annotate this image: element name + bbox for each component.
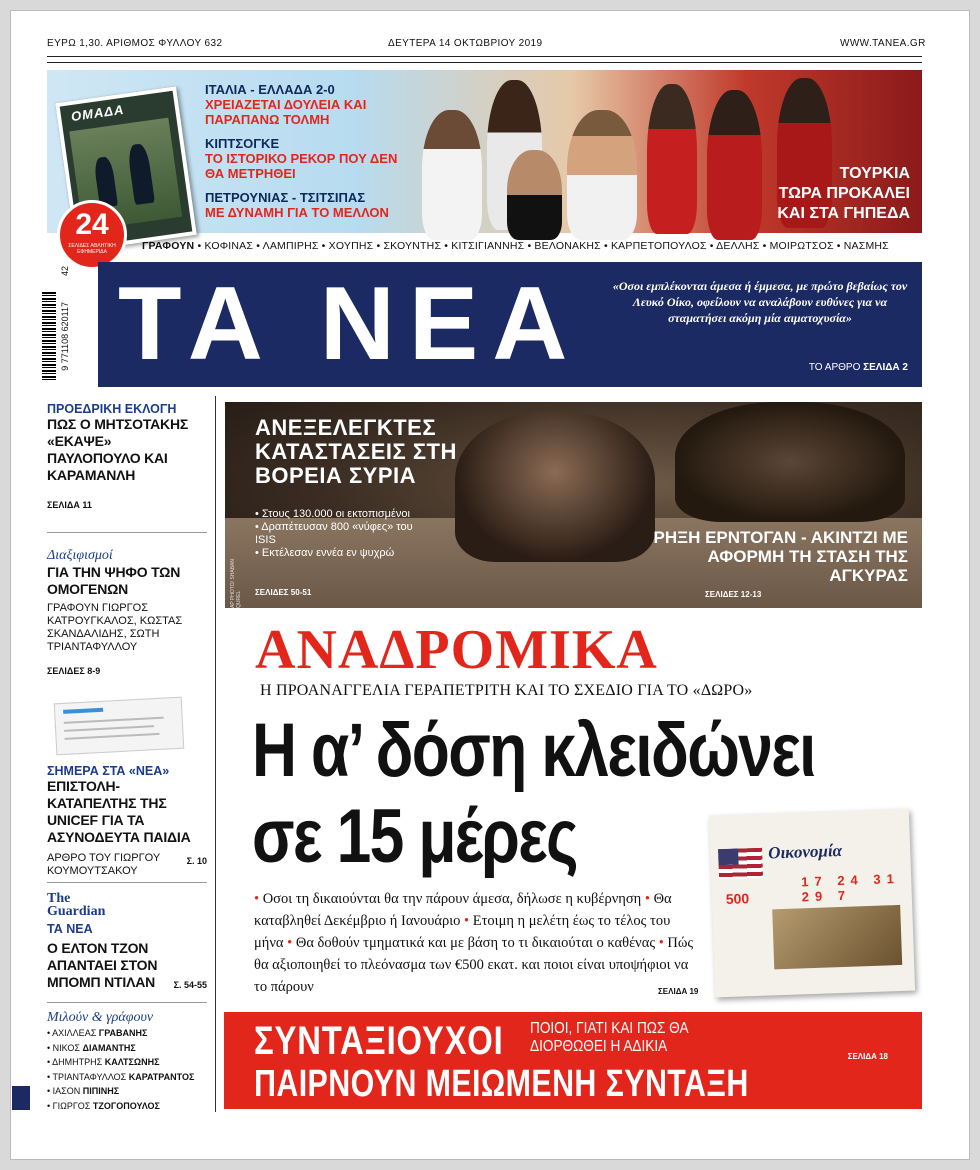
main-kicker: ΑΝΑΔΡΟΜΙΚΑ: [255, 619, 658, 681]
newspaper-logo[interactable]: ΤΑ ΝΕΑ: [118, 266, 582, 382]
photo-credit: AP PHOTO/ SHABAN QUREL: [230, 559, 242, 608]
sidebar-story-guardian[interactable]: [47, 892, 207, 991]
columnist-item[interactable]: • ΔΗΜΗΤΡΗΣ ΚΑΛΤΣΩΝΗΣ: [47, 1057, 160, 1067]
sidebar-headline: ΠΩΣ Ο ΜΗΤΣΟΤΑΚΗΣ «ΕΚΑΨΕ» ΠΑΥΛΟΠΟΥΛΟ ΚΑΙ ΚΑΡΑΜΑΝΛΗ: [47, 416, 189, 483]
main-subkicker: Η ΠΡΟΑΝΑΓΓΕΛΙΑ ΓΕΡΑΠΕΤΡΙΤΗ ΚΑΙ ΤΟ ΣΧΕΔΙΟ ΓΙΑ ΤΟ «ΔΩΡΟ»: [260, 682, 753, 699]
columnist-item[interactable]: • ΙΑΣΟΝ ΠΙΠΙΝΗΣ: [47, 1086, 120, 1096]
syria-bullet: • Δραπέτευσαν 800 «νύφες» του ISIS: [255, 521, 413, 546]
top-rule: [47, 56, 922, 57]
syria-bullet: • Εκτέλεσαν εννέα εν ψυχρώ: [255, 547, 395, 559]
top-rule-2: [47, 62, 922, 63]
badge-number: 24: [75, 208, 109, 241]
sidebar-story-unicef[interactable]: [47, 764, 207, 878]
sidebar-kicker: ΠΡΟΕΔΡΙΚΗ ΕΚΛΟΓΗ: [47, 402, 177, 416]
pension-page: ΣΕΛΙΔΑ 18: [847, 1052, 888, 1061]
athlete-photo: [707, 90, 762, 240]
pension-bottomline: ΠΑΙΡΝΟΥΝ ΜΕΙΩΜΕΝΗ ΣΥΝΤΑΞΗ ΑΠΟ ΛΑΘΟΣ: [254, 1063, 749, 1145]
sidebar-writers: ΓΡΑΦΟΥΝ ΓΙΩΡΓΟΣ ΚΑΤΡΟΥΓΚΑΛΟΣ, ΚΩΣΤΑΣ ΣΚΑΝΔΑΛΙΔΗΣ, ΣΩΤΗ ΤΡΙΑΝΤΑΦΥΛΛΟΥ: [47, 602, 183, 653]
pages-badge: [57, 200, 127, 270]
sports-item-sub: ΧΡΕΙΑΖΕΤΑΙ ΔΟΥΛΕΙΑ ΚΑΙ ΠΑΡΑΠΑΝΩ ΤΟΛΜΗ: [205, 97, 367, 127]
unicef-letter-thumbnail: [54, 697, 185, 756]
athlete-photo: [567, 110, 637, 240]
sidebar-divider-h: [47, 1002, 207, 1003]
columnist-item[interactable]: • ΓΙΩΡΓΟΣ ΤΖΟΓΟΠΟΥΛΟΣ: [47, 1100, 160, 1111]
athlete-photo: [507, 150, 562, 240]
editorial-ref-label: ΤΟ ΑΡΘΡΟ: [808, 362, 861, 373]
corner-mark: [12, 1086, 30, 1110]
clipping-amount: 500: [725, 890, 750, 908]
sidebar-page: ΣΕΛΙΔΕΣ 8-9: [47, 666, 101, 676]
barcode-bars: [42, 292, 56, 382]
sidebar-page: Σ. 10: [186, 856, 207, 866]
syria-bullets: [255, 508, 435, 560]
erdogan-page: ΣΕΛΙΔΕΣ 12-13: [705, 590, 762, 599]
syria-bullet: • Στους 130.000 οι εκτοπισμένοι: [255, 508, 410, 520]
sidebar-divider: [215, 396, 216, 1112]
writers-label: ΓΡΑΦΟΥΝ: [142, 240, 195, 252]
sidebar-columnists[interactable]: [47, 1010, 207, 1113]
main-body: • Οσοι τη δικαιούνται θα την πάρουν άμεσα, δήλωσε η κυβέρνηση • Θα καταβληθεί Δεκέμβριο ή Ιανουάριο • Ετοιμη η μελέτη έως το τέλος του μήνα • Θα δοθούν τμηματικά και με βάση το τι δικαιούται ο καθένας • Πώς θα αξιοποιηθεί το πλεόνασμα των €500 εκατ. και ποιοι είναι υποψήφιοι να το πάρουν: [254, 891, 694, 995]
sports-item-kipchoge[interactable]: [205, 136, 400, 181]
columnist-list: [47, 1026, 207, 1113]
editorial-ref-page: ΣΕΛΙΔΑ 2: [863, 362, 908, 373]
barcode-number: 9 771108 620117: [60, 302, 70, 371]
guardian-logo: [47, 892, 207, 918]
guardian-logo-line: The: [47, 891, 71, 906]
columnist-item[interactable]: • ΑΧΙΛΛΕΑΣ ΓΡΑΒΑΝΗΣ: [47, 1028, 148, 1038]
syria-headline: ΑΝΕΞΕΛΕΓΚΤΕΣ ΚΑΤΑΣΤΑΣΕΙΣ ΣΤΗ ΒΟΡΕΙΑ ΣΥΡΙΑ: [255, 415, 457, 488]
athlete-photo: [647, 84, 697, 234]
barcode: [42, 262, 82, 384]
date-line: ΔΕΥΤΕΡΑ 14 ΟΚΤΩΒΡΙΟΥ 2019: [388, 38, 543, 49]
price-issue: ΕΥΡΩ 1,30. ΑΡΙΘΜΟΣ ΦΥΛΛΟΥ 632: [47, 38, 223, 49]
sidebar-headline: ΕΠΙΣΤΟΛΗ-ΚΑΤΑΠΕΛΤΗΣ ΤΗΣ UNICEF ΓΙΑ ΤΑ ΑΣΥΝΟΔΕΥΤΑ ΠΑΙΔΙΑ: [47, 778, 191, 845]
sports-item-tsitsipas[interactable]: [205, 190, 400, 220]
sidebar-page: Σ. 54-55: [173, 980, 207, 990]
main-page: ΣΕΛΙΔΑ 19: [658, 987, 699, 996]
economy-clipping: [709, 809, 915, 998]
sports-writers: ΓΡΑΦΟΥΝ • ΚΟΦΙΝΑΣ • ΛΑΜΠΙΡΗΣ • ΧΟΥΠΗΣ • ΣΚΟΥΝΤΗΣ • ΚΙΤΣΙΓΙΑΝΝΗΣ • ΒΕΛΟΝΑΚΗΣ • ΚΑΡΠΕΤΟΠΟΥΛΟΣ • ΔΕΛΛΗΣ • ΜΟΙΡΩΤΣΟΣ • ΝΑΣΜΗΣ: [142, 240, 889, 252]
sports-item-sub: ΜΕ ΔΥΝΑΜΗ ΓΙΑ ΤΟ ΜΕΛΛΟΝ: [205, 205, 389, 220]
sidebar-kicker: ΤΑ ΝΕΑ: [47, 922, 93, 936]
sidebar-story-diaspora[interactable]: [47, 548, 207, 676]
guardian-logo-line: Guardian: [47, 904, 106, 919]
pension-banner[interactable]: [224, 1012, 922, 1145]
sports-item-head: ΙΤΑΛΙΑ - ΕΛΛΑΔΑ 2-0: [205, 82, 335, 97]
turkey-line: ΤΩΡΑ ΠΡΟΚΑΛΕΙ: [778, 185, 910, 202]
issue-week: 42: [60, 266, 70, 277]
sports-item-italy[interactable]: [205, 82, 400, 127]
website-link[interactable]: WWW.TANEA.GR: [840, 38, 926, 49]
turkey-line: ΚΑΙ ΣΤΑ ΓΗΠΕΔΑ: [777, 205, 910, 222]
sidebar-headline: Ο ΕΛΤΟΝ ΤΖΟΝ ΑΠΑΝΤΑΕΙ ΣΤΟΝ ΜΠΟΜΠ ΝΤΙΛΑΝ: [47, 940, 158, 990]
main-headline-line: Η α’ δόση κλειδώνει: [252, 708, 815, 793]
sidebar-headline: ΓΙΑ ΤΗΝ ΨΗΦΟ ΤΩΝ ΟΜΟΓΕΝΩΝ: [47, 564, 181, 597]
writers-names: ΚΟΦΙΝΑΣ • ΛΑΜΠΙΡΗΣ • ΧΟΥΠΗΣ • ΣΚΟΥΝΤΗΣ • ΚΙΤΣΙΓΙΑΝΝΗΣ • ΒΕΛΟΝΑΚΗΣ • ΚΑΡΠΕΤΟΠΟΥΛΟΣ • ΔΕΛΛΗΣ • ΜΟΙΡΩΤΣΟΣ • ΝΑΣΜΗΣ: [204, 240, 889, 252]
sidebar-kicker: ΣΗΜΕΡΑ ΣΤΑ «ΝΕΑ»: [47, 764, 170, 778]
sidebar-divider-h: [47, 532, 207, 533]
turkey-headline[interactable]: [777, 164, 910, 224]
turkey-line: ΤΟΥΡΚΙΑ: [839, 165, 910, 182]
sidebar-author: ΑΡΘΡΟ ΤΟΥ ΓΙΩΡΓΟΥ ΚΟΥΜΟΥΤΣΑΚΟΥ: [47, 852, 160, 877]
syria-photo-figure: [675, 402, 905, 522]
syria-page: ΣΕΛΙΔΕΣ 50-51: [255, 588, 312, 597]
pension-subhead: ΠΟΙΟΙ, ΓΙΑΤΙ ΚΑΙ ΠΩΣ ΘΑ ΔΙΟΡΘΩΘΕΙ Η ΑΔΙΚΙΑ: [530, 1020, 688, 1055]
columnist-item[interactable]: • ΤΡΙΑΝΤΑΦΥΛΛΟΣ ΚΑΡΑΤΡΑΝΤΟΣ: [47, 1071, 195, 1082]
sidebar-kicker: Διαξιφισμοί: [47, 548, 113, 563]
pension-headline: ΣΥΝΤΑΞΙΟΥΧΟΙ: [254, 1019, 504, 1063]
sidebar-divider-h: [47, 882, 207, 883]
columnist-item[interactable]: • ΝΙΚΟΣ ΔΙΑΜΑΝΤΗΣ: [47, 1042, 136, 1053]
athlete-photo: [422, 110, 482, 240]
magazine-title: ΟΜΑΔΑ: [70, 101, 126, 125]
erdogan-headline: ΡΗΞΗ ΕΡΝΤΟΓΑΝ - ΑΚΙΝΤΖΙ ΜΕ ΑΦΟΡΜΗ ΤΗ ΣΤΑΣΗ ΤΗΣ ΑΓΚΥΡΑΣ: [653, 528, 908, 585]
clipping-calendar: 17 24 31 29 7: [800, 870, 901, 905]
main-headline-line: σε 15 μέρες: [252, 794, 577, 879]
badge-text: ΣΕΛΙΔΕΣ ΑΘΛΗΤΙΚΗ ΕΦΗΜΕΡΙΔΑ: [68, 243, 116, 255]
syria-feature[interactable]: [225, 402, 922, 608]
clipping-title: Οικονομία: [767, 840, 843, 863]
sidebar-story-election[interactable]: [47, 402, 207, 510]
sports-item-sub: ΤΟ ΙΣΤΟΡΙΚΟ ΡΕΚΟΡ ΠΟΥ ΔΕΝ ΘΑ ΜΕΤΡΗΘΕΙ: [205, 151, 398, 181]
sidebar-page: ΣΕΛΙΔΑ 11: [47, 500, 92, 510]
clipping-photo: [772, 905, 902, 969]
editorial-ref[interactable]: [809, 362, 908, 373]
sidebar-kicker: Μιλούν & γράφουν: [47, 1010, 154, 1025]
editorial-quote: «Οσοι εμπλέκονται άμεσα ή έμμεσα, με πρώτο βεβαίως τον Λευκό Οίκο, οφείλουν να αναλάβουν ευθύνες για να σταματήσει ακόμη μία αιματοχυσία»: [612, 279, 908, 325]
masthead[interactable]: [98, 262, 922, 387]
sports-item-head: ΚΙΠΤΣΟΓΚΕ: [205, 136, 280, 151]
us-flag-icon: [718, 848, 763, 880]
sports-item-head: ΠΕΤΡΟΥΝΙΑΣ - ΤΣΙΤΣΙΠΑΣ: [205, 190, 366, 205]
